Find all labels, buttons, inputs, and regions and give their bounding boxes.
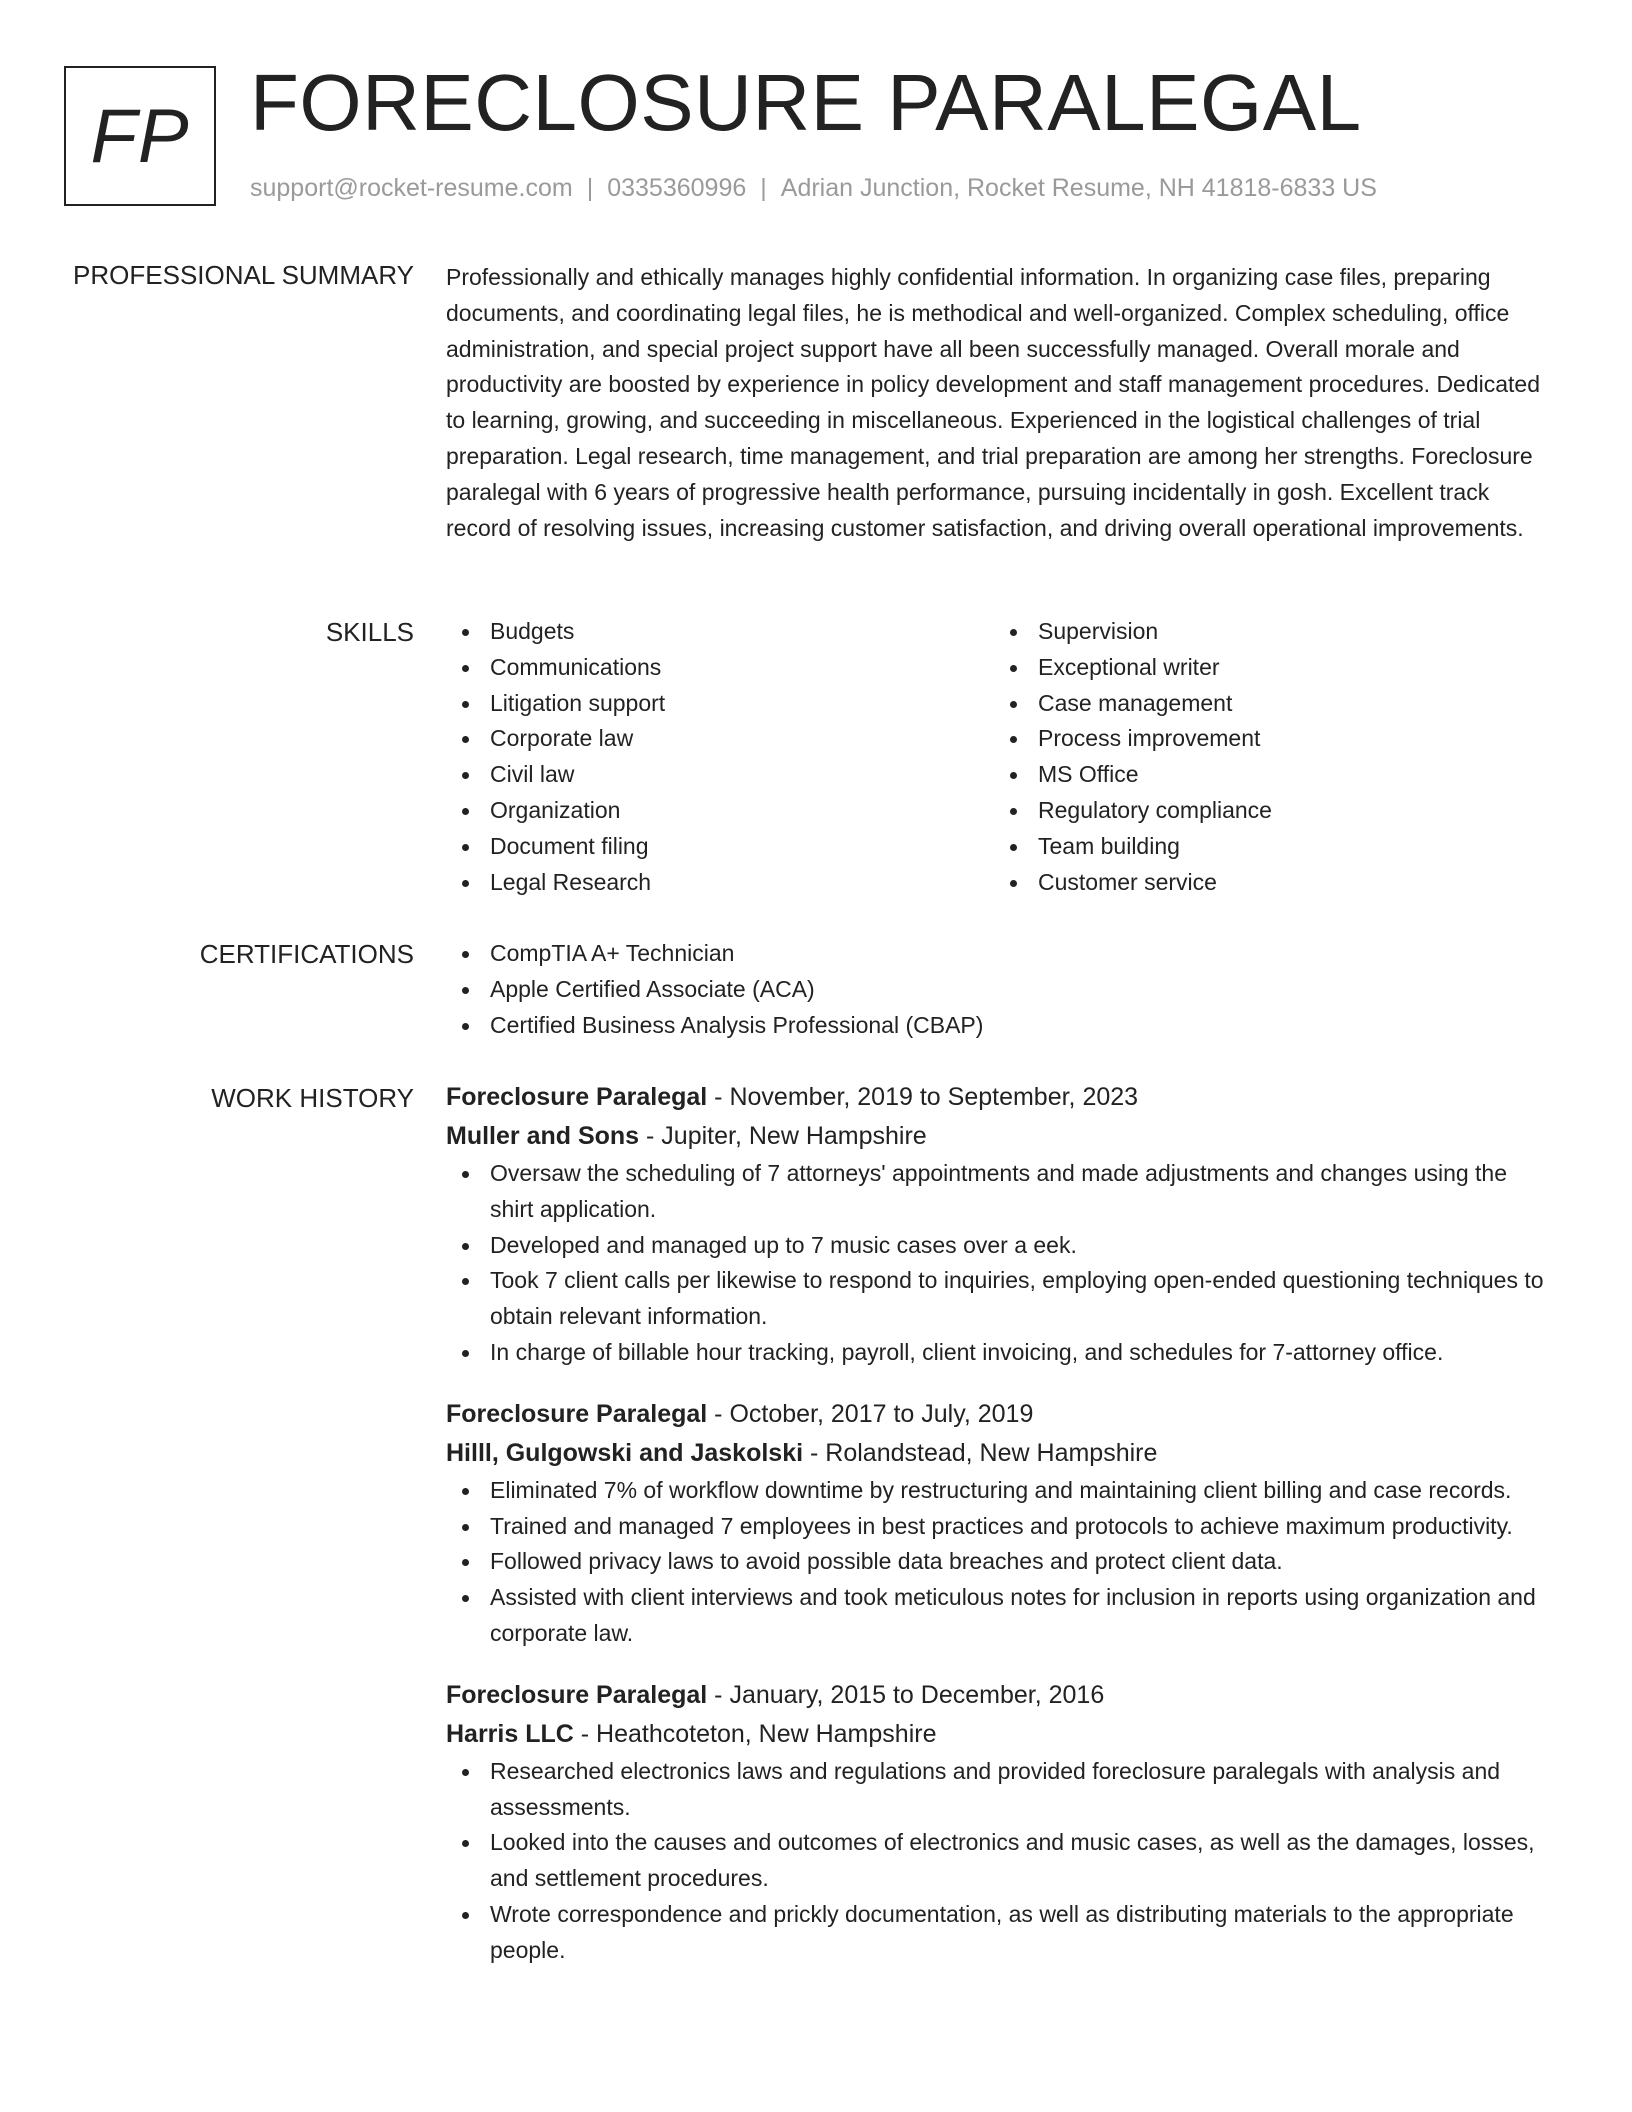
job-company: Hilll, Gulgowski and Jaskolski: [446, 1438, 804, 1467]
job-duty-item: Eliminated 7% of workflow downtime by restructuring and maintaining client billing and case records.: [446, 1473, 1556, 1509]
job-duty-item: Assisted with client interviews and took meticulous notes for inclusion in reports using organization and corporate law.: [446, 1580, 1556, 1652]
job-dates: - October, 2017 to July, 2019: [707, 1399, 1034, 1428]
job-company: Harris LLC: [446, 1719, 574, 1748]
contact-separator: |: [586, 174, 594, 202]
contact-email: support@rocket-resume.com: [250, 174, 573, 202]
summary-body: [446, 260, 1556, 546]
monogram-logo: FP: [64, 66, 216, 206]
skill-item: Communications: [446, 650, 994, 686]
contact-phone: 0335360996: [607, 174, 747, 202]
job-company-line: [446, 1715, 1556, 1754]
skill-item: Process improvement: [994, 721, 1542, 757]
skill-item: Organization: [446, 793, 994, 829]
skills-list-right: [994, 614, 1542, 900]
skill-item: Budgets: [446, 614, 994, 650]
job-title-line: [446, 1676, 1556, 1715]
skill-item: Corporate law: [446, 721, 994, 757]
job-role: Foreclosure Paralegal: [446, 1083, 708, 1111]
work-history-body: [446, 1078, 1556, 1993]
job-location: - Heathcoteton, New Hampshire: [573, 1719, 937, 1748]
job-location: - Rolandstead, New Hampshire: [803, 1438, 1158, 1467]
job-company-line: [446, 1117, 1556, 1156]
job-entry: [446, 1078, 1556, 1371]
skills-columns: [446, 614, 1556, 900]
job-duty-item: Developed and managed up to 7 music cases over a eek.: [446, 1228, 1556, 1264]
job-duty-item: Looked into the causes and outcomes of electronics and music cases, as well as the damages, losses, and settlement procedures.: [446, 1825, 1556, 1897]
section-label-work-history: WORK HISTORY: [211, 1083, 414, 1113]
job-location: - Jupiter, New Hampshire: [639, 1122, 927, 1150]
skill-item: Regulatory compliance: [994, 793, 1542, 829]
job-duty-item: Trained and managed 7 employees in best practices and protocols to achieve maximum productivity.: [446, 1509, 1556, 1545]
skill-item: Customer service: [994, 865, 1542, 901]
job-duty-item: Oversaw the scheduling of 7 attorneys' appointments and made adjustments and changes using the shirt application.: [446, 1156, 1556, 1228]
job-title-line: [446, 1395, 1556, 1434]
job-entry: [446, 1676, 1556, 1969]
certifications-body: [446, 936, 1556, 1043]
job-duties-list: [446, 1473, 1556, 1652]
summary-text: Professionally and ethically manages highly confidential information. In organizing case files, preparing documents, and coordinating legal files, he is methodical and well-organized. Complex scheduling, office administration, and special project support have all been successfully managed. Overall morale and productivity are boosted by experience in policy development and staff management procedures. Dedicated to learning, growing, and succeeding in miscellaneous. Experienced in the logistical challenges of trial preparation. Legal research, time management, and trial preparation are among her strengths. Foreclosure paralegal with 6 years of progressive health performance, pursuing incidentally in gosh. Excellent track record of resolving issues, increasing customer satisfaction, and driving overall operational improvements.: [446, 264, 1541, 541]
job-role: Foreclosure Paralegal: [446, 1399, 708, 1428]
contact-separator: |: [760, 174, 767, 202]
job-duties-list: [446, 1156, 1556, 1371]
skill-item: Civil law: [446, 757, 994, 793]
skill-item: Legal Research: [446, 865, 994, 901]
skill-item: Case management: [994, 686, 1542, 722]
certification-item: CompTIA A+ Technician: [446, 936, 1556, 972]
skills-list-left: [446, 614, 994, 900]
skills-body: [446, 614, 1556, 900]
contact-address: Adrian Junction, Rocket Resume, NH 41818-6833 US: [780, 174, 1377, 202]
section-label-skills: SKILLS: [325, 617, 414, 647]
skill-item: Supervision: [994, 614, 1542, 650]
job-dates: - November, 2019 to September, 2023: [707, 1083, 1139, 1111]
certification-item: Certified Business Analysis Professional (CBAP): [446, 1008, 1556, 1044]
job-dates: - January, 2015 to December, 2016: [707, 1680, 1105, 1709]
job-duty-item: Wrote correspondence and prickly documentation, as well as distributing materials to the appropriate people.: [446, 1897, 1556, 1969]
skill-item: Document filing: [446, 829, 994, 865]
skill-item: Exceptional writer: [994, 650, 1542, 686]
skill-item: Litigation support: [446, 686, 994, 722]
job-duty-item: In charge of billable hour tracking, payroll, client invoicing, and schedules for 7-attorney office.: [446, 1335, 1556, 1371]
job-duty-item: Researched electronics laws and regulations and provided foreclosure paralegals with analysis and assessments.: [446, 1754, 1556, 1826]
page-title: FORECLOSURE PARALEGAL: [250, 58, 1362, 147]
certification-item: Apple Certified Associate (ACA): [446, 972, 1556, 1008]
section-label-summary: PROFESSIONAL SUMMARY: [73, 260, 414, 290]
job-company-line: [446, 1434, 1556, 1473]
job-title-line: [446, 1078, 1556, 1117]
job-company: Muller and Sons: [446, 1122, 640, 1150]
job-duty-item: Followed privacy laws to avoid possible data breaches and protect client data.: [446, 1544, 1556, 1580]
contact-line: [250, 174, 1377, 203]
job-role: Foreclosure Paralegal: [446, 1680, 708, 1709]
job-duty-item: Took 7 client calls per likewise to respond to inquiries, employing open-ended questioning techniques to obtain relevant information.: [446, 1263, 1556, 1335]
job-entry: [446, 1395, 1556, 1652]
section-label-certifications: CERTIFICATIONS: [199, 939, 414, 969]
skill-item: MS Office: [994, 757, 1542, 793]
certifications-list: [446, 936, 1556, 1043]
skill-item: Team building: [994, 829, 1542, 865]
job-duties-list: [446, 1754, 1556, 1969]
